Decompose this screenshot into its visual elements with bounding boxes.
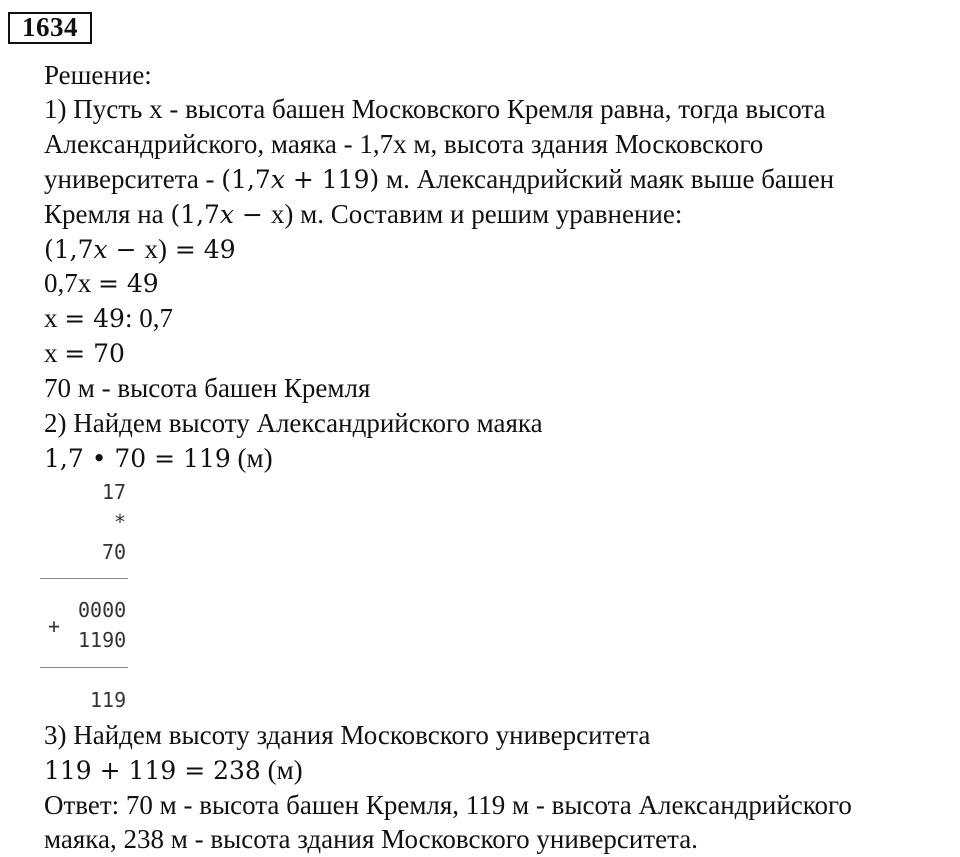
step-2-heading: 2) Найдем высоту Александрийского маяка bbox=[44, 408, 543, 438]
calc-rule-2 bbox=[40, 667, 128, 668]
text-fragment: x) bbox=[270, 199, 294, 229]
text-line-3 bbox=[44, 162, 834, 197]
math-fragment: + 119) bbox=[284, 165, 380, 194]
math-fragment: = 49 bbox=[166, 235, 236, 264]
calc-partial-2: 1190 bbox=[78, 628, 127, 652]
math-variable: x bbox=[93, 235, 108, 264]
step-2-equation bbox=[44, 441, 273, 476]
math-fragment: − bbox=[234, 200, 271, 229]
equation-line-1 bbox=[44, 232, 236, 267]
equation-line-2 bbox=[44, 266, 159, 301]
step-3-heading: 3) Найдем высоту здания Московского университета bbox=[44, 720, 651, 750]
answer-line-2: маяка, 238 м - высота здания Московского университета. bbox=[44, 824, 698, 854]
problem-number: 1634 bbox=[8, 12, 92, 44]
text-fragment: (м) bbox=[230, 443, 273, 473]
calc-rule-1 bbox=[40, 578, 128, 579]
text-fragment: Кремля на bbox=[44, 199, 171, 229]
math-variable: x bbox=[270, 165, 285, 194]
text-line-kremlin: 70 м - высота башен Кремля bbox=[44, 373, 371, 403]
calc-multiplier: 70 bbox=[102, 540, 127, 564]
text-fragment: м. Составим и решим уравнение: bbox=[293, 199, 683, 229]
calc-partial-1: 0000 bbox=[78, 598, 127, 622]
text-fragment: 0,7x bbox=[44, 268, 98, 298]
math-fragment: − bbox=[107, 235, 145, 264]
calc-plus: + bbox=[48, 614, 61, 638]
solution-heading: Решение: bbox=[44, 60, 152, 90]
calc-operator: * bbox=[114, 510, 127, 534]
math-fragment: 1,7 • 70 = 119 bbox=[44, 444, 231, 473]
text-fragment: университета - bbox=[44, 164, 222, 194]
math-fragment: = 70 bbox=[64, 339, 125, 368]
math-variable: x bbox=[219, 200, 235, 229]
answer-line-1: Ответ: 70 м - высота башен Кремля, 119 м - высота Александрийского bbox=[44, 790, 852, 820]
calc-multiplicand: 17 bbox=[102, 480, 127, 504]
math-fragment: = 49 bbox=[98, 269, 159, 298]
text-line-2: Александрийского, маяка - 1,7x м, высота здания Московского bbox=[44, 129, 764, 159]
equation-line-3 bbox=[44, 301, 173, 336]
text-fragment: (м) bbox=[260, 755, 303, 785]
math-fragment: 119 + 119 = 238 bbox=[44, 756, 261, 785]
text-line-4 bbox=[44, 197, 682, 232]
math-fragment: (1,7 bbox=[221, 165, 271, 194]
equation-line-4 bbox=[44, 336, 125, 371]
calc-result: 119 bbox=[90, 688, 127, 712]
text-fragment: x bbox=[44, 338, 65, 368]
text-line-1: 1) Пусть x - высота башен Московского Кремля равна, тогда высота bbox=[44, 94, 826, 124]
step-3-equation bbox=[44, 753, 303, 788]
text-fragment: : 0,7 bbox=[124, 303, 173, 333]
text-fragment: x) bbox=[144, 234, 167, 264]
text-fragment: x bbox=[44, 303, 65, 333]
text-fragment: м. Александрийский маяк выше башен bbox=[379, 164, 835, 194]
math-fragment: (1,7 bbox=[44, 235, 94, 264]
math-fragment: = 49 bbox=[64, 304, 125, 333]
math-fragment: (1,7 bbox=[170, 200, 220, 229]
